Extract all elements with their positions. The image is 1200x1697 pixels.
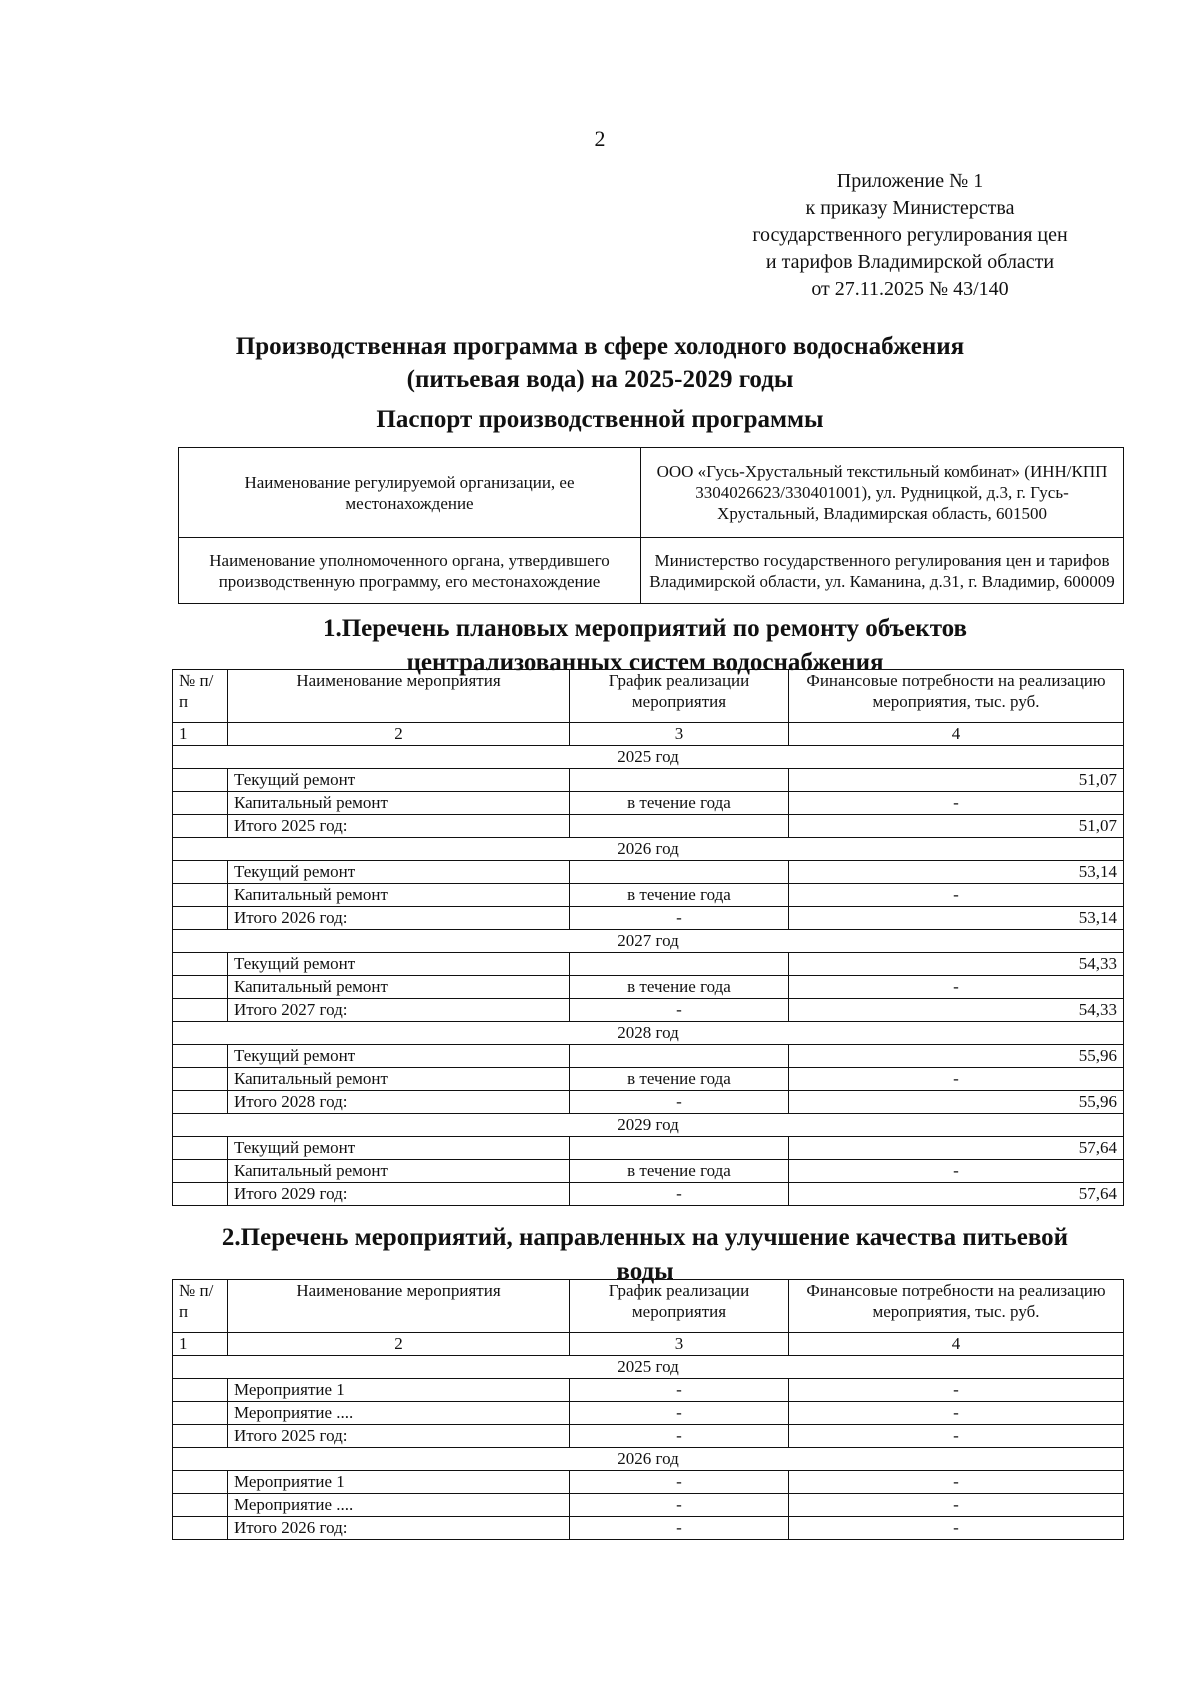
passport-label: Наименование регулируемой организации, ее местонахождение <box>179 448 641 538</box>
year-row <box>173 930 1124 953</box>
schedule: в течение года <box>570 976 789 999</box>
activity-name: Мероприятие .... <box>228 1494 570 1517</box>
table-header-row <box>173 1280 1124 1333</box>
schedule: - <box>570 1471 789 1494</box>
water-quality-table <box>172 1279 1124 1540</box>
table-row <box>173 907 1124 930</box>
table-row <box>173 815 1124 838</box>
cost: 54,33 <box>789 953 1124 976</box>
activity-name: Капитальный ремонт <box>228 1068 570 1091</box>
schedule <box>570 1137 789 1160</box>
year-label: 2026 год <box>173 1448 1124 1471</box>
cost: 55,96 <box>789 1091 1124 1114</box>
header-cell: Финансовые потребности на реализацию мероприятия, тыс. руб. <box>789 1280 1124 1333</box>
table-row <box>173 1091 1124 1114</box>
appendix-line: и тарифов Владимирской области <box>765 251 1055 273</box>
activity-name: Итого 2029 год: <box>228 1183 570 1206</box>
activity-name: Итого 2028 год: <box>228 1091 570 1114</box>
cost: 51,07 <box>789 769 1124 792</box>
year-row <box>173 838 1124 861</box>
schedule: - <box>570 1091 789 1114</box>
row-number <box>173 1517 228 1540</box>
schedule <box>570 1045 789 1068</box>
year-row <box>173 1022 1124 1045</box>
row-number <box>173 1379 228 1402</box>
column-number: 3 <box>570 1333 789 1356</box>
activity-name: Итого 2027 год: <box>228 999 570 1022</box>
row-number <box>173 1471 228 1494</box>
activity-name: Капитальный ремонт <box>228 1160 570 1183</box>
schedule: - <box>570 907 789 930</box>
year-label: 2026 год <box>173 838 1124 861</box>
cost: - <box>789 792 1124 815</box>
table-row <box>173 769 1124 792</box>
title-line: Производственная программа в сфере холодного водоснабжения <box>235 333 965 360</box>
schedule: - <box>570 1402 789 1425</box>
table-row <box>173 999 1124 1022</box>
year-label: 2027 год <box>173 930 1124 953</box>
table-row <box>173 1068 1124 1091</box>
cost: - <box>789 1068 1124 1091</box>
table-row <box>173 953 1124 976</box>
table-row <box>173 1402 1124 1425</box>
row-number <box>173 1045 228 1068</box>
table-row <box>173 1494 1124 1517</box>
schedule: - <box>570 1379 789 1402</box>
table-row <box>173 884 1124 907</box>
activity-name: Текущий ремонт <box>228 953 570 976</box>
appendix-line: к приказу Министерства <box>805 197 1015 219</box>
row-number <box>173 1137 228 1160</box>
passport-row <box>179 538 1124 604</box>
column-number: 3 <box>570 723 789 746</box>
cost: 51,07 <box>789 815 1124 838</box>
document-title <box>150 330 1050 396</box>
header-cell: График реализации мероприятия <box>570 670 789 723</box>
activity-name: Текущий ремонт <box>228 769 570 792</box>
activity-name: Текущий ремонт <box>228 1045 570 1068</box>
cost: - <box>789 1517 1124 1540</box>
page-number: 2 <box>594 126 606 151</box>
cost: 57,64 <box>789 1137 1124 1160</box>
appendix-header <box>720 168 1100 303</box>
cost: 55,96 <box>789 1045 1124 1068</box>
title-line: (питьевая вода) на 2025-2029 годы <box>406 366 794 393</box>
section-heading-line: 2.Перечень мероприятий, направленных на улучшение качества питьевой <box>221 1224 1069 1251</box>
column-number: 4 <box>789 723 1124 746</box>
cost: 53,14 <box>789 861 1124 884</box>
table-row <box>173 1471 1124 1494</box>
table-row <box>173 792 1124 815</box>
cost: - <box>789 976 1124 999</box>
activity-name: Итого 2026 год: <box>228 1517 570 1540</box>
row-number <box>173 769 228 792</box>
schedule: - <box>570 1183 789 1206</box>
header-cell: Финансовые потребности на реализацию мероприятия, тыс. руб. <box>789 670 1124 723</box>
activity-name: Итого 2026 год: <box>228 907 570 930</box>
row-number <box>173 1402 228 1425</box>
schedule: - <box>570 1517 789 1540</box>
schedule: в течение года <box>570 1068 789 1091</box>
activity-name: Капитальный ремонт <box>228 884 570 907</box>
activity-name: Итого 2025 год: <box>228 1425 570 1448</box>
cost: - <box>789 1471 1124 1494</box>
passport-heading: Паспорт производственной программы <box>376 406 824 433</box>
year-label: 2029 год <box>173 1114 1124 1137</box>
section-heading-line: воды <box>616 1258 674 1285</box>
row-number <box>173 953 228 976</box>
row-number <box>173 1183 228 1206</box>
activity-name: Мероприятие 1 <box>228 1379 570 1402</box>
cost: - <box>789 1425 1124 1448</box>
schedule: в течение года <box>570 884 789 907</box>
table-row <box>173 861 1124 884</box>
passport-table <box>178 447 1124 604</box>
row-number <box>173 1494 228 1517</box>
header-cell: Наименование мероприятия <box>228 1280 570 1333</box>
header-cell: № п/п <box>173 1280 228 1333</box>
year-label: 2025 год <box>173 746 1124 769</box>
year-row <box>173 746 1124 769</box>
year-row <box>173 1356 1124 1379</box>
schedule <box>570 861 789 884</box>
year-label: 2028 год <box>173 1022 1124 1045</box>
passport-value: ООО «Гусь-Хрустальный текстильный комбинат» (ИНН/КПП 3304026623/330401001), ул. Рудницкой, д.3, г. Гусь-Хрустальный, Владимирская область, 601500 <box>641 448 1124 538</box>
appendix-line: от 27.11.2025 № 43/140 <box>811 278 1009 300</box>
activity-name: Текущий ремонт <box>228 1137 570 1160</box>
column-number: 2 <box>228 723 570 746</box>
cost: 57,64 <box>789 1183 1124 1206</box>
table-row <box>173 976 1124 999</box>
activity-name: Мероприятие 1 <box>228 1471 570 1494</box>
cost: - <box>789 1160 1124 1183</box>
table-header-row <box>173 670 1124 723</box>
passport-label: Наименование уполномоченного органа, утвердившего производственную программу, его местонахождение <box>179 538 641 604</box>
appendix-line: государственного регулирования цен <box>752 224 1068 246</box>
table-row <box>173 1045 1124 1068</box>
schedule: в течение года <box>570 792 789 815</box>
schedule <box>570 815 789 838</box>
schedule <box>570 953 789 976</box>
row-number <box>173 792 228 815</box>
table-row <box>173 1425 1124 1448</box>
passport-row <box>179 448 1124 538</box>
activity-name: Текущий ремонт <box>228 861 570 884</box>
table-row <box>173 1137 1124 1160</box>
year-row <box>173 1448 1124 1471</box>
section-heading-line: централизованных систем водоснабжения <box>406 649 884 676</box>
column-number: 1 <box>173 723 228 746</box>
column-number-row <box>173 1333 1124 1356</box>
cost: - <box>789 1494 1124 1517</box>
year-label: 2025 год <box>173 1356 1124 1379</box>
table-row <box>173 1379 1124 1402</box>
column-number: 2 <box>228 1333 570 1356</box>
table-row <box>173 1183 1124 1206</box>
header-cell: Наименование мероприятия <box>228 670 570 723</box>
row-number <box>173 1425 228 1448</box>
activity-name: Капитальный ремонт <box>228 976 570 999</box>
column-number: 1 <box>173 1333 228 1356</box>
cost: - <box>789 1402 1124 1425</box>
appendix-line: Приложение № 1 <box>836 170 984 192</box>
row-number <box>173 861 228 884</box>
activity-name: Мероприятие .... <box>228 1402 570 1425</box>
row-number <box>173 1068 228 1091</box>
cost: - <box>789 884 1124 907</box>
schedule: в течение года <box>570 1160 789 1183</box>
schedule: - <box>570 1494 789 1517</box>
activity-name: Капитальный ремонт <box>228 792 570 815</box>
repair-plan-table <box>172 669 1124 1206</box>
column-number-row <box>173 723 1124 746</box>
schedule: - <box>570 1425 789 1448</box>
year-row <box>173 1114 1124 1137</box>
row-number <box>173 999 228 1022</box>
cost: 54,33 <box>789 999 1124 1022</box>
row-number <box>173 815 228 838</box>
section-heading-line: 1.Перечень плановых мероприятий по ремонту объектов <box>322 615 968 642</box>
table-row <box>173 1160 1124 1183</box>
schedule: - <box>570 999 789 1022</box>
passport-value: Министерство государственного регулирования цен и тарифов Владимирской области, ул. Каманина, д.31, г. Владимир, 600009 <box>641 538 1124 604</box>
header-cell: График реализации мероприятия <box>570 1280 789 1333</box>
header-cell: № п/п <box>173 670 228 723</box>
schedule <box>570 769 789 792</box>
table-row <box>173 1517 1124 1540</box>
row-number <box>173 907 228 930</box>
row-number <box>173 1160 228 1183</box>
cost: 53,14 <box>789 907 1124 930</box>
cost: - <box>789 1379 1124 1402</box>
column-number: 4 <box>789 1333 1124 1356</box>
activity-name: Итого 2025 год: <box>228 815 570 838</box>
row-number <box>173 1091 228 1114</box>
row-number <box>173 884 228 907</box>
row-number <box>173 976 228 999</box>
